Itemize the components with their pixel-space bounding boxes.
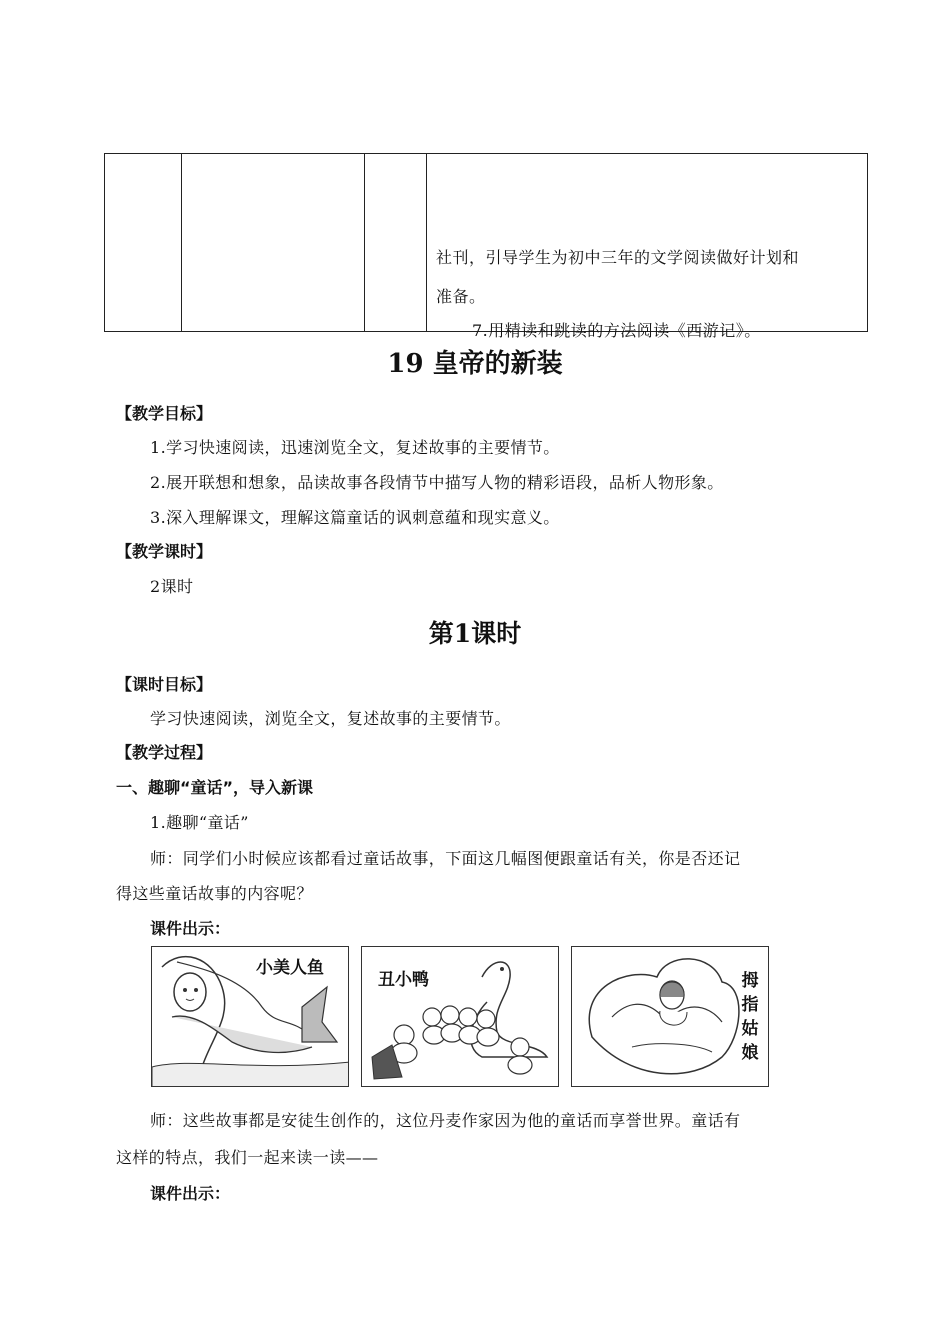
courseware-label: 课件出示： [150, 1184, 231, 1203]
lesson-title: 19 皇帝的新装 [387, 349, 563, 379]
period-title: 第1课时 [428, 619, 522, 648]
table-column-divider [181, 154, 182, 331]
courseware-label: 课件出示： [150, 919, 231, 938]
thumbelina-illustration [571, 946, 769, 1087]
paragraph-line: 师：同学们小时候应该都看过童话故事，下面这几幅图便跟童话有关，你是否还记 [150, 849, 741, 868]
table-cell-line: 准备。 [436, 287, 486, 306]
goal-item: 1.学习快速阅读，迅速浏览全文，复述故事的主要情节。 [150, 438, 560, 457]
table-cell-line: 7.用精读和跳读的方法阅读《西游记》。 [472, 321, 761, 340]
process-heading: 【教学过程】 [116, 743, 213, 762]
period-goals-heading: 【课时目标】 [116, 675, 213, 694]
teaching-hours-heading: 【教学课时】 [116, 542, 213, 561]
period-goals-text: 学习快速阅读，浏览全文，复述故事的主要情节。 [150, 709, 511, 728]
picture-label: 拇指姑娘 [741, 971, 759, 1063]
picture-label: 小美人鱼 [256, 958, 324, 978]
continuation-table [104, 153, 868, 332]
paragraph-line: 师：这些故事都是安徒生创作的，这位丹麦作家因为他的童话而享誉世界。童话有 [150, 1111, 741, 1130]
teaching-goals-heading: 【教学目标】 [116, 404, 213, 423]
table-column-divider [426, 154, 427, 331]
goal-item: 3.深入理解课文，理解这篇童话的讽刺意蕴和现实意义。 [150, 508, 560, 527]
teaching-hours-value: 2课时 [150, 577, 194, 596]
picture-label: 丑小鸭 [378, 970, 429, 990]
mermaid-illustration [151, 946, 349, 1087]
paragraph-line: 这样的特点，我们一起来读一读—— [116, 1148, 379, 1167]
table-column-divider [364, 154, 365, 331]
section-heading: 一、趣聊“童话”，导入新课 [116, 778, 314, 797]
paragraph-line: 得这些童话故事的内容呢？ [116, 884, 313, 903]
goal-item: 2.展开联想和想象，品读故事各段情节中描写人物的精彩语段，品析人物形象。 [150, 473, 724, 492]
table-cell-line: 社刊，引导学生为初中三年的文学阅读做好计划和 [436, 248, 800, 267]
ugly-duckling-illustration [361, 946, 559, 1087]
sub-heading: 1.趣聊“童话” [150, 813, 249, 832]
